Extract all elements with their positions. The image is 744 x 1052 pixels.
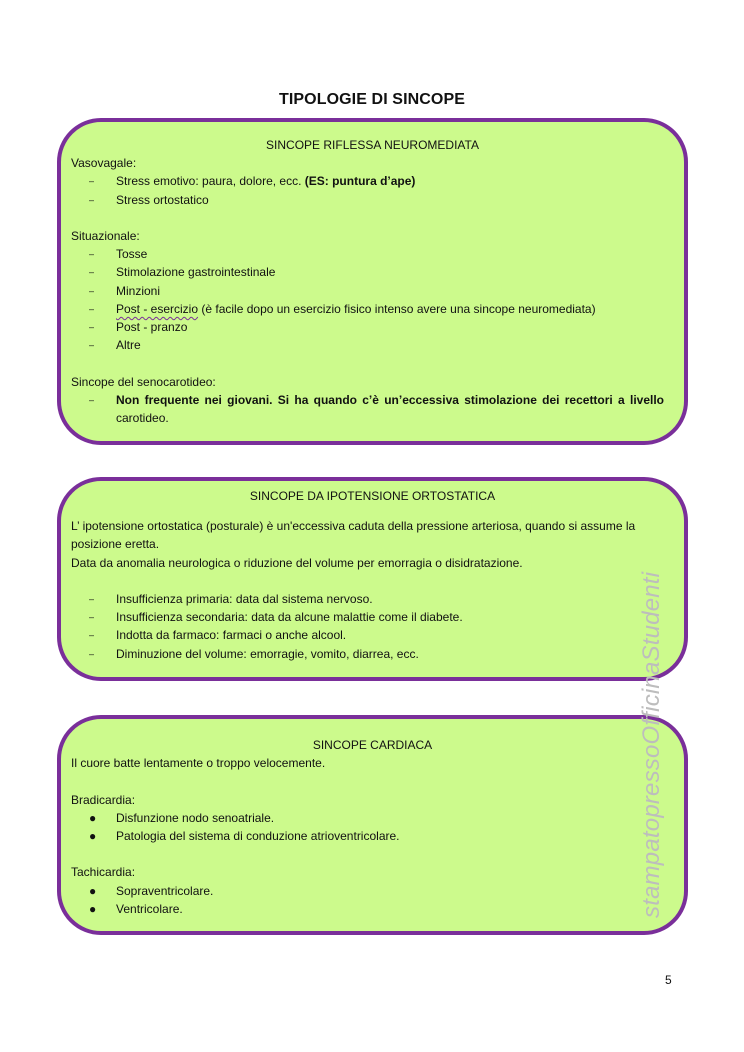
bullet-marker: ●	[89, 829, 97, 843]
list-item	[71, 590, 674, 608]
dash-marker: –	[89, 303, 95, 314]
bullet-marker: ●	[89, 883, 97, 898]
item-text-bold: Non frequente nei giovani. Si ha quando c’è un’eccessiva stimolazione dei recettori a livello	[116, 392, 664, 407]
dash-marker: –	[89, 394, 95, 405]
section-label-tachicardia: Tachicardia:	[71, 865, 136, 880]
dash-marker: –	[89, 648, 95, 659]
list-item	[71, 191, 674, 209]
dash-marker: –	[89, 285, 95, 296]
bullet-marker: ●	[89, 810, 97, 825]
item-text: Insufficienza secondaria: data da alcune malattie come il diabete.	[116, 610, 463, 625]
list-item	[71, 300, 674, 318]
item-text: Minzioni	[116, 283, 161, 298]
box-title: SINCOPE DA IPOTENSIONE ORTOSTATICA	[249, 489, 496, 503]
item-text-cont: carotideo.	[116, 411, 169, 426]
dash-marker: –	[89, 594, 95, 604]
list-item	[71, 245, 674, 263]
item-text: Disfunzione nodo senoatriale.	[116, 810, 275, 825]
bullet-marker: ●	[89, 901, 97, 916]
section-label-vasovagale: Vasovagale:	[71, 156, 137, 171]
item-text: Insufficienza primaria: data dal sistema nervoso.	[116, 592, 373, 606]
section-label-situazionale: Situazionale:	[71, 229, 140, 243]
section-label-bradicardia: Bradicardia:	[71, 792, 136, 807]
page-title: TIPOLOGIE DI SINCOPE	[278, 91, 466, 108]
list-item	[71, 900, 674, 918]
list-item	[71, 608, 674, 626]
item-text: Indotta da farmaco: farmaci o anche alcool.	[116, 628, 347, 643]
item-bold-text: (ES: puntura d’ape)	[304, 174, 416, 189]
paragraph: Data da anomalia neurologica o riduzione del volume per emorragia o disidratazione.	[71, 555, 523, 570]
list-item	[71, 809, 674, 827]
list-item	[71, 391, 674, 427]
section-label-senocarotideo: Sincope del senocarotideo:	[71, 374, 216, 389]
dash-marker: –	[89, 194, 95, 205]
list-item	[71, 318, 674, 336]
dash-marker: –	[89, 176, 95, 187]
dash-marker: –	[89, 630, 95, 641]
paragraph-line: posizione eretta.	[71, 537, 160, 552]
list-item	[71, 827, 674, 845]
list-item	[71, 882, 674, 900]
dash-marker: –	[89, 249, 95, 260]
paragraph-line: L’ ipotensione ortostatica (posturale) è un'eccessiva caduta della pressione arteriosa, quando si assume la	[71, 519, 636, 534]
item-text: Diminuzione del volume: emorragie, vomito, diarrea, ecc.	[116, 646, 419, 661]
dash-marker: –	[89, 267, 95, 278]
list-item	[71, 172, 674, 190]
list-item	[71, 645, 674, 663]
item-text: Tosse	[116, 247, 148, 262]
list-item	[71, 626, 674, 644]
item-text: Stress emotivo: paura, dolore, ecc.	[116, 174, 305, 189]
box-sincope-ipotensione	[57, 477, 688, 681]
box-title: SINCOPE CARDIACA	[312, 738, 433, 752]
paragraph: Il cuore batte lentamente o troppo velocemente.	[71, 756, 326, 771]
item-text: Patologia del sistema di conduzione atrioventricolare.	[116, 829, 400, 843]
box-title: SINCOPE RIFLESSA NEUROMEDIATA	[266, 138, 479, 152]
item-text: Altre	[116, 338, 141, 353]
box-sincope-cardiaca	[57, 715, 688, 935]
item-text: Ventricolare.	[116, 901, 183, 916]
page-number: 5	[665, 973, 672, 987]
box-sincope-riflessa	[57, 118, 688, 445]
list-item	[71, 263, 674, 281]
item-text: Stress ortostatico	[116, 192, 209, 207]
item-text: Sopraventricolare.	[116, 883, 214, 898]
item-note: (è facile dopo un esercizio fisico intenso avere una sincope neuromediata)	[198, 301, 596, 316]
list-item	[71, 282, 674, 300]
watermark: stampatopressoOfficinaStudenti	[638, 571, 665, 918]
dash-marker: –	[89, 322, 95, 333]
dash-marker: –	[89, 612, 95, 623]
list-item	[71, 336, 674, 354]
item-text: Post - pranzo	[116, 320, 188, 335]
item-text: Stimolazione gastrointestinale	[116, 265, 276, 280]
dash-marker: –	[89, 340, 95, 351]
item-text-underlined: Post - esercizio	[116, 301, 199, 316]
